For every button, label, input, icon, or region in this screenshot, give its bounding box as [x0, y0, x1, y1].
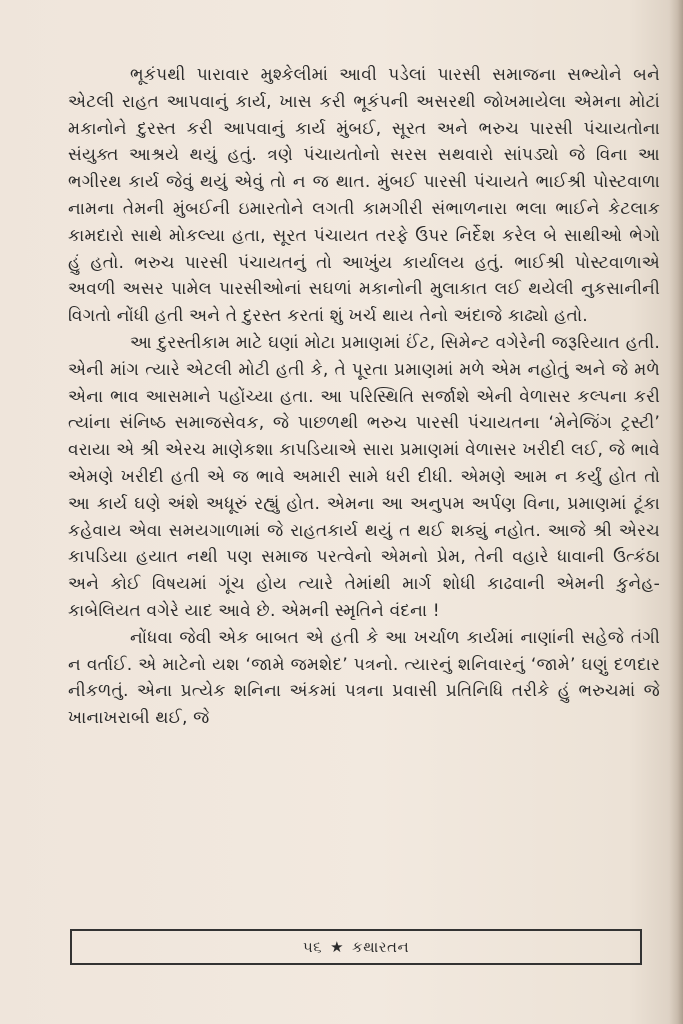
page-footer	[70, 929, 642, 965]
page-binding-edge	[669, 0, 683, 1024]
book-title: કથારતન	[352, 938, 410, 956]
body-text	[68, 62, 660, 732]
page-number: ૫૬	[302, 938, 323, 956]
paragraph-1: ભૂકંપથી પારાવાર મુશ્કેલીમાં આવી પડેલાં પારસી સમાજના સભ્યોને બને એટલી રાહત આપવાનું કાર્ય, ખાસ કરી ભૂકંપની અસરથી જોખમાયેલા એમના મોટાં મકાનોને દુરસ્ત કરી આપવાનું કાર્ય મુંબઈ, સૂરત અને ભરુચ પારસી પંચાયતોના સંયુક્ત આશ્રયે થયું હતું. ત્રણે પંચાયતોનો સરસ સથવારો સાંપડ્યો જે વિના આ ભગીરથ કાર્ય જેવું થયું એવું તો ન જ થાત. મુંબઈ પારસી પંચાયતે ભાઈશ્રી પોસ્ટવાળા નામના તેમની મુંબઈની ઇમારતોને લગતી કામગીરી સંભાળનારા ભલા ભાઈને કેટલાક કામદારો સાથે મોકલ્યા હતા, સૂરત પંચાયત તરફે ઉપર નિર્દેશ કરેલ બે સાથીઓ ભેગો હું હતો. ભરુચ પારસી પંચાયતનું તો આખુંય કાર્યાલય હતું. ભાઈશ્રી પોસ્ટવાળાએ અવળી અસર પામેલ પારસીઓનાં સઘળાં મકાનોની મુલાકાત લઈ થયેલી નુકસાનીની વિગતો નોંધી હતી અને તે દુરસ્ત કરતાં શું ખર્ચ થાય તેનો અંદાજે કાઢ્યો હતો.	[68, 65, 660, 327]
star-icon: ★	[330, 938, 345, 956]
paragraph-3: નોંધવા જેવી એક બાબત એ હતી કે આ ખર્ચાળ કાર્યમાં નાણાંની સહેજે તંગી ન વર્તાઈ. એ માટેનો યશ ‘જામે જમશેદ’ પત્રનો. ત્યારનું શનિવારનું ‘જામે’ ઘણું દળદાર નીકળતું. એના પ્રત્યેક શનિના અંકમાં પત્રના પ્રવાસી પ્રતિનિધિ તરીકે હું ભરુચમાં જે ખાનાખરાબી થઈ, જે	[68, 627, 660, 729]
paragraph-2: આ દુરસ્તીકામ માટે ઘણાં મોટા પ્રમાણમાં ઈંટ, સિમેન્ટ વગેરેની જરૂરિયાત હતી. એની માંગ ત્યારે એટલી મોટી હતી કે, તે પૂરતા પ્રમાણમાં મળે એમ નહોતું અને જે મળે એના ભાવ આસમાને પહોંચ્યા હતા. આ પરિસ્થિતિ સર્જાશે એની વેળાસર કલ્પના કરી ત્યાંના સંનિષ્ઠ સમાજસેવક, જે પાછળથી ભરુચ પારસી પંચાયતના ‘મેનેજિંગ ટ્રસ્ટી’ વરાયા એ શ્રી એરચ માણેકશા કાપડિયાએ સારા પ્રમાણમાં વેળાસર ખરીદી લઈ, જે ભાવે એમણે ખરીદી હતી એ જ ભાવે અમારી સામે ધરી દીધી. એમણે આમ ન કર્યું હોત તો આ કાર્ય ઘણે અંશે અધૂરું રહ્યું હોત. એમના આ અનુપમ અર્પણ વિના, પ્રમાણમાં ટૂંકા કહેવાય એવા સમયગાળામાં જે રાહતકાર્ય થયું ત થઈ શક્યું નહોત. આજે શ્રી એરચ કાપડિયા હયાત નથી પણ સમાજ પરત્વેનો એમનો પ્રેમ, તેની વહારે ધાવાની ઉત્કંઠા અને કોઈ વિષયમાં ગૂંચ હોય ત્યારે તેમાંથી માર્ગ શોધી કાઢવાની એમની કુનેહ-કાબેલિયત વગેરે યાદ આવે છે. એમની સ્મૃતિને વંદના !	[68, 332, 660, 621]
